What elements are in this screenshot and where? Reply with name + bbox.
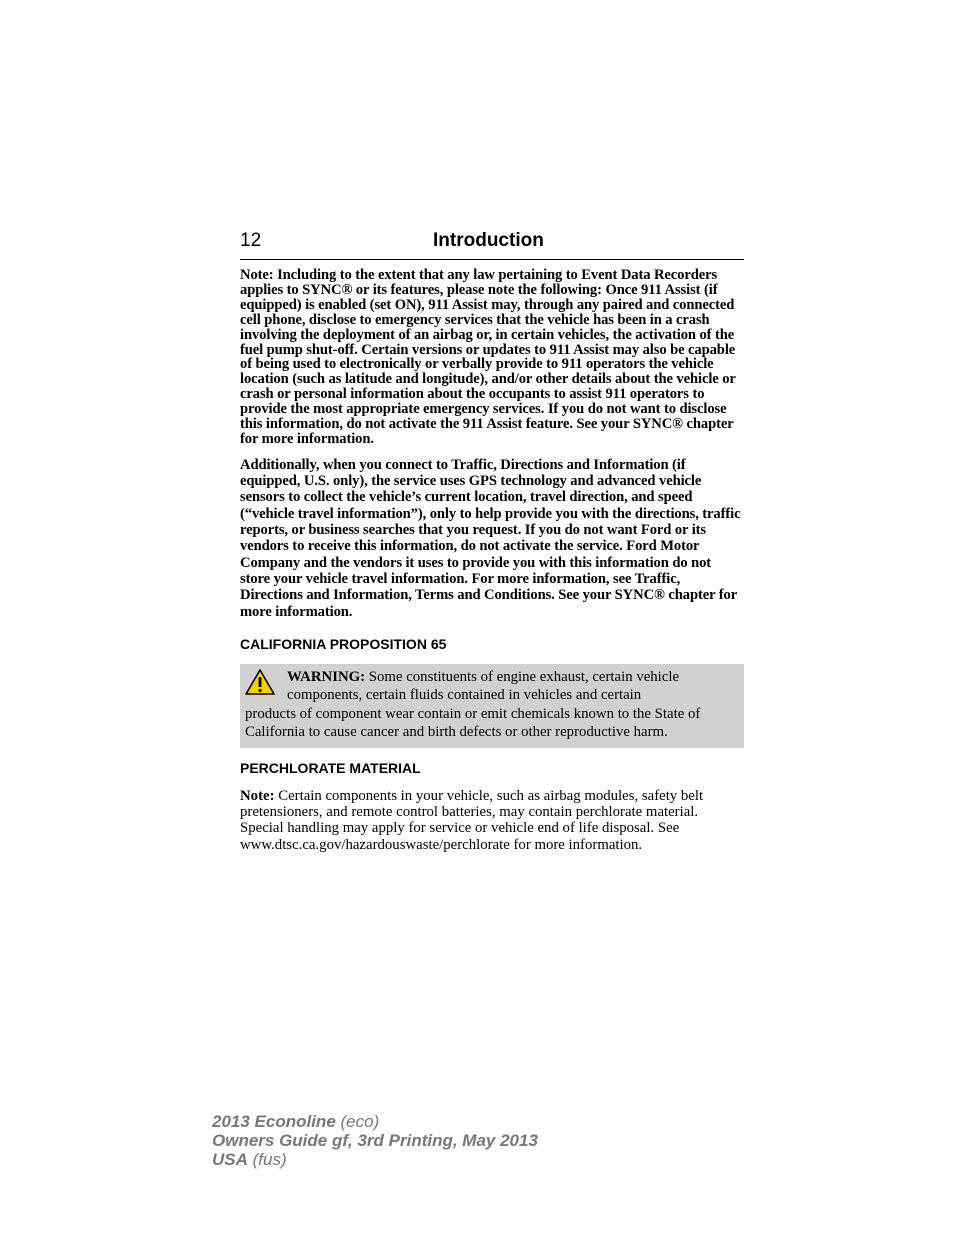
footer-guide-line <box>212 1131 538 1150</box>
page-header <box>240 228 744 260</box>
perchlorate-heading: PERCHLORATE MATERIAL <box>240 759 421 776</box>
footer-model: 2013 Econoline <box>212 1112 336 1131</box>
perchlorate-note <box>240 788 744 853</box>
traffic-note-paragraph: Additionally, when you connect to Traffic, Directions and Information (if equipped, U.S. only), the service uses GPS technology and advanced vehicle sensors to collect the vehicle’s current location, travel direction, and speed (“vehicle travel information”), only to help provide you with the directions, traffic reports, or business searches that you request. If you do not want Ford or its vendors to receive this information, do not activate the service. Ford Motor Company and the vendors it uses to provide you with this information do not store your vehicle travel information. For more information, see Traffic, Directions and Information, Terms and Conditions. See your SYNC® chapter for more information. <box>240 456 741 620</box>
footer-region-code: (fus) <box>247 1150 287 1169</box>
perchlorate-note-label: Note: <box>240 787 275 804</box>
page-title: Introduction <box>433 230 544 251</box>
page-content <box>240 268 744 853</box>
footer-model-line <box>212 1112 538 1131</box>
page-number: 12 <box>240 230 262 251</box>
warning-first-lines <box>245 668 738 705</box>
footer-region: USA <box>212 1150 248 1169</box>
perchlorate-note-text: Certain components in your vehicle, such as airbag modules, safety belt pretensioners, and remote control batteries, may contain perchlorate material. Special handling may apply for service or vehicle end of life disposal. See www.dtsc.ca.gov/hazardouswaste/perchlorate for more information. <box>240 787 704 853</box>
footer-region-line <box>212 1150 538 1169</box>
page-footer <box>212 1112 538 1169</box>
warning-box <box>240 664 744 748</box>
footer-model-code: (eco) <box>335 1112 380 1131</box>
warning-text-rest: products of component wear contain or emit chemicals known to the State of California to cause cancer and birth defects or other reproductive harm. <box>245 705 701 741</box>
warning-label: WARNING: <box>287 668 366 685</box>
california-heading: CALIFORNIA PROPOSITION 65 <box>240 635 447 652</box>
footer-guide: Owners Guide gf, 3rd Printing, May 2013 <box>212 1131 538 1150</box>
warning-triangle-icon <box>244 668 276 696</box>
warning-text-start: Some constituents of engine exhaust, certain vehicle components, certain fluids contained in vehicles and certain <box>287 668 680 704</box>
edr-note-paragraph: Note: Including to the extent that any law pertaining to Event Data Recorders applies to SYNC® or its features, please note the following: Once 911 Assist (if equipped) is enabled (set ON), 911 Assist may, through any paired and connected cell phone, disclose to emergency services that the vehicle has been in a crash involving the deployment of an airbag or, in certain vehicles, the activation of the fuel pump shut-off. Certain versions or updates to 911 Assist may also be capable of being used to electronically or verbally provide to 911 operators the vehicle location (such as latitude and longitude), and/or other details about the vehicle or crash or personal information about the occupants to assist 911 operators to provide the most appropriate emergency services. If you do not want to disclose this information, do not activate the 911 Assist feature. See your SYNC® chapter for more information. <box>240 267 736 447</box>
